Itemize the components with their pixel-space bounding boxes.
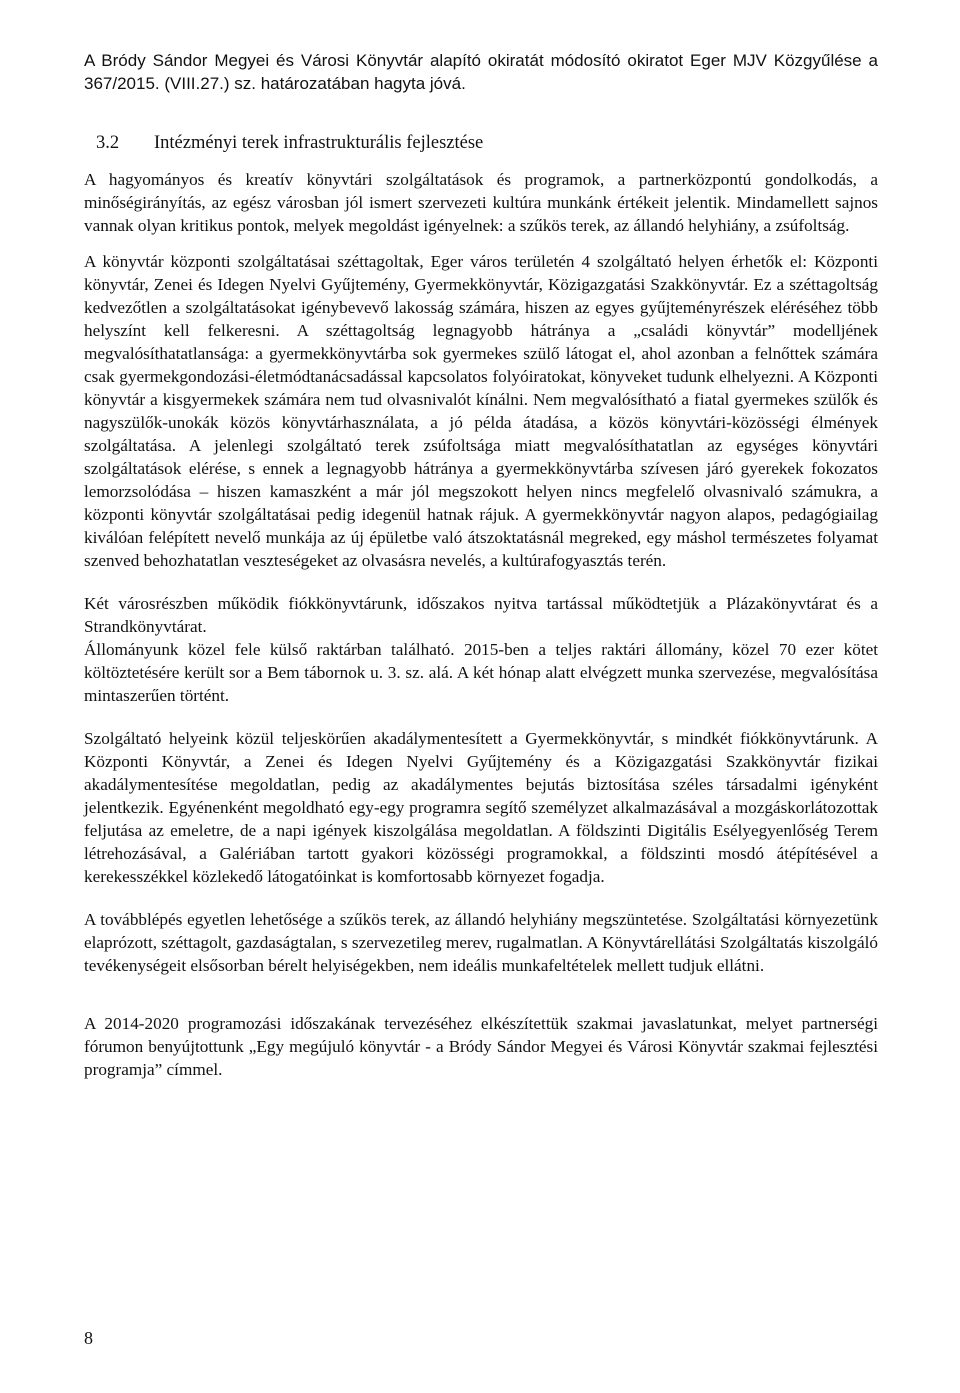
- header-note: A Bródy Sándor Megyei és Városi Könyvtár alapító okiratát módosító okiratot Eger MJV Közgyűlése a 367/2015. (VIII.27.) sz. határozatában hagyta jóvá.: [84, 51, 878, 93]
- section-title: Intézményi terek infrastrukturális fejlesztése: [154, 133, 484, 153]
- paragraph-strengths: A hagyományos és kreatív könyvtári szolgáltatások és programok, a partnerközpontú gondolkodás, a minőségirányítás, az egész városban jól ismert szervezeti kultúra munkánk értékeit jelentik. Mindamellett sajnos vannak olyan kritikus pontok, melyek megoldást igényelnek: a szűkös terek, az állandó helyhiány, a zsúfoltság.: [84, 170, 878, 235]
- paragraph-fragmentation: A könyvtár központi szolgáltatásai széttagoltak, Eger város területén 4 szolgáltató helyen érhetők el: Központi könyvtár, Zenei és Idegen Nyelvi Gyűjtemény, Gyermekkönyvtár, Közigazgatási Szakkönyvtár. Ez a széttagoltság kedvezőtlen a szolgáltatásokat igénybevevő lakosság számára, hiszen az egyes gyűjteményrészek eléréséhez több helyszínt kell felkeresni. A széttagoltság legnagyobb hátránya a „családi könyvtár” modelljének megvalósíthatatlansága: a gyermekkönyvtárba sok gyermekes szülő látogat el, ahol azonban a felnőttek számára csak gyermekgondozási-életmódtanácsadással kapcsolatos folyóiratokat, könyveket tudunk elhelyezni. A Központi könyvtár a kisgyermekek számára nem tud olvasnivalót kínálni. Nem megvalósítható a fiatal gyermekes szülők és nagyszülők-unokák közös könyvtárhasználata, a jó példa átadása, a közös könyvtári-közösségi élmények szolgáltatása. A jelenlegi szolgáltató terek zsúfoltsága miatt megvalósíthatatlan az egységes könyvtári szolgáltatások elérése, s ennek a legnagyobb hátránya a gyermekkönyvtárba szívesen járó gyerekek fokozatos lemorzsolódása – hiszen kamaszként a már jól megszokott helyen nincs megfelelő olvasnivaló számukra, a központi könyvtár szolgáltatásai pedig idegenül hatnak rájuk. A gyermekkönyvtár nagyon alapos, pedagógiailag kiválóan felépített nevelő munkája az új épületbe való átszoktatásnál megreked, egy máshol természetes folyamat szenved behozhatatlan veszteségeket az olvasásra nevelés, a kultúrafogyasztás terén.: [84, 252, 878, 570]
- paragraph-branch-libraries: Két városrészben működik fiókkönyvtárunk, időszakos nyitva tartással működtetjük a Plázakönyvtárat és a Strandkönyvtárat.: [84, 594, 878, 636]
- paragraph-accessibility: Szolgáltató helyeink közül teljeskörűen akadálymentesített a Gyermekkönyvtár, s mindkét fiókkönyvtárunk. A Központi Könyvtár, a Zenei és Idegen Nyelvi Gyűjtemény és a Közigazgatási Szakkönyvtár fizikai akadálymentesítése megoldatlan, pedig az akadálymentes bejutás biztosítása széles társadalmi igényként jelentkezik. Egyénenként megoldható egy-egy programra segítő személyzet alkalmazásával a mozgáskorlátozottak feljutása az emeletre, de a napi igények kiszolgálása megoldatlan. A földszinti Digitális Esélyegyenlőség Terem létrehozásával, a Galériában tartott gyakori közösségi programokkal, a földszinti mosdó átépítésével a kerekesszékkel közlekedő látogatóinkat is komfortosabb környezet fogadja.: [84, 729, 878, 886]
- section-number: 3.2: [96, 133, 120, 153]
- paragraph-next-step: A továbblépés egyetlen lehetősége a szűkös terek, az állandó helyhiány megszüntetése. Szolgáltatási környezetünk elaprózott, széttagolt, gazdaságtalan, s szervezetileg merev, rugalmatlan. A Könyvtárellátási Szolgáltatás kiszolgáló tevékenységeit elsősorban bérelt helyiségekben, nem ideális munkafeltételek mellett tudjuk ellátni.: [84, 910, 878, 975]
- paragraph-development-program: A 2014-2020 programozási időszakának tervezéséhez elkészítettük szakmai javaslatunkat, melyet partnerségi fórumon benyújtottunk „Egy megújuló könyvtár - a Bródy Sándor Megyei és Városi Könyvtár szakmai fejlesztési programja” címmel.: [84, 1014, 878, 1079]
- page-number: 8: [84, 1328, 93, 1348]
- document-page: [84, 49, 878, 1081]
- paragraph-storage: Állományunk közel fele külső raktárban található. 2015-ben a teljes raktári állomány, közel 70 ezer kötet költöztetésére került sor a Bem tábornok u. 3. sz. alá. A két hónap alatt elvégzett munka szervezése, megvalósítása mintaszerűen történt.: [84, 640, 878, 705]
- section-heading: [84, 131, 878, 155]
